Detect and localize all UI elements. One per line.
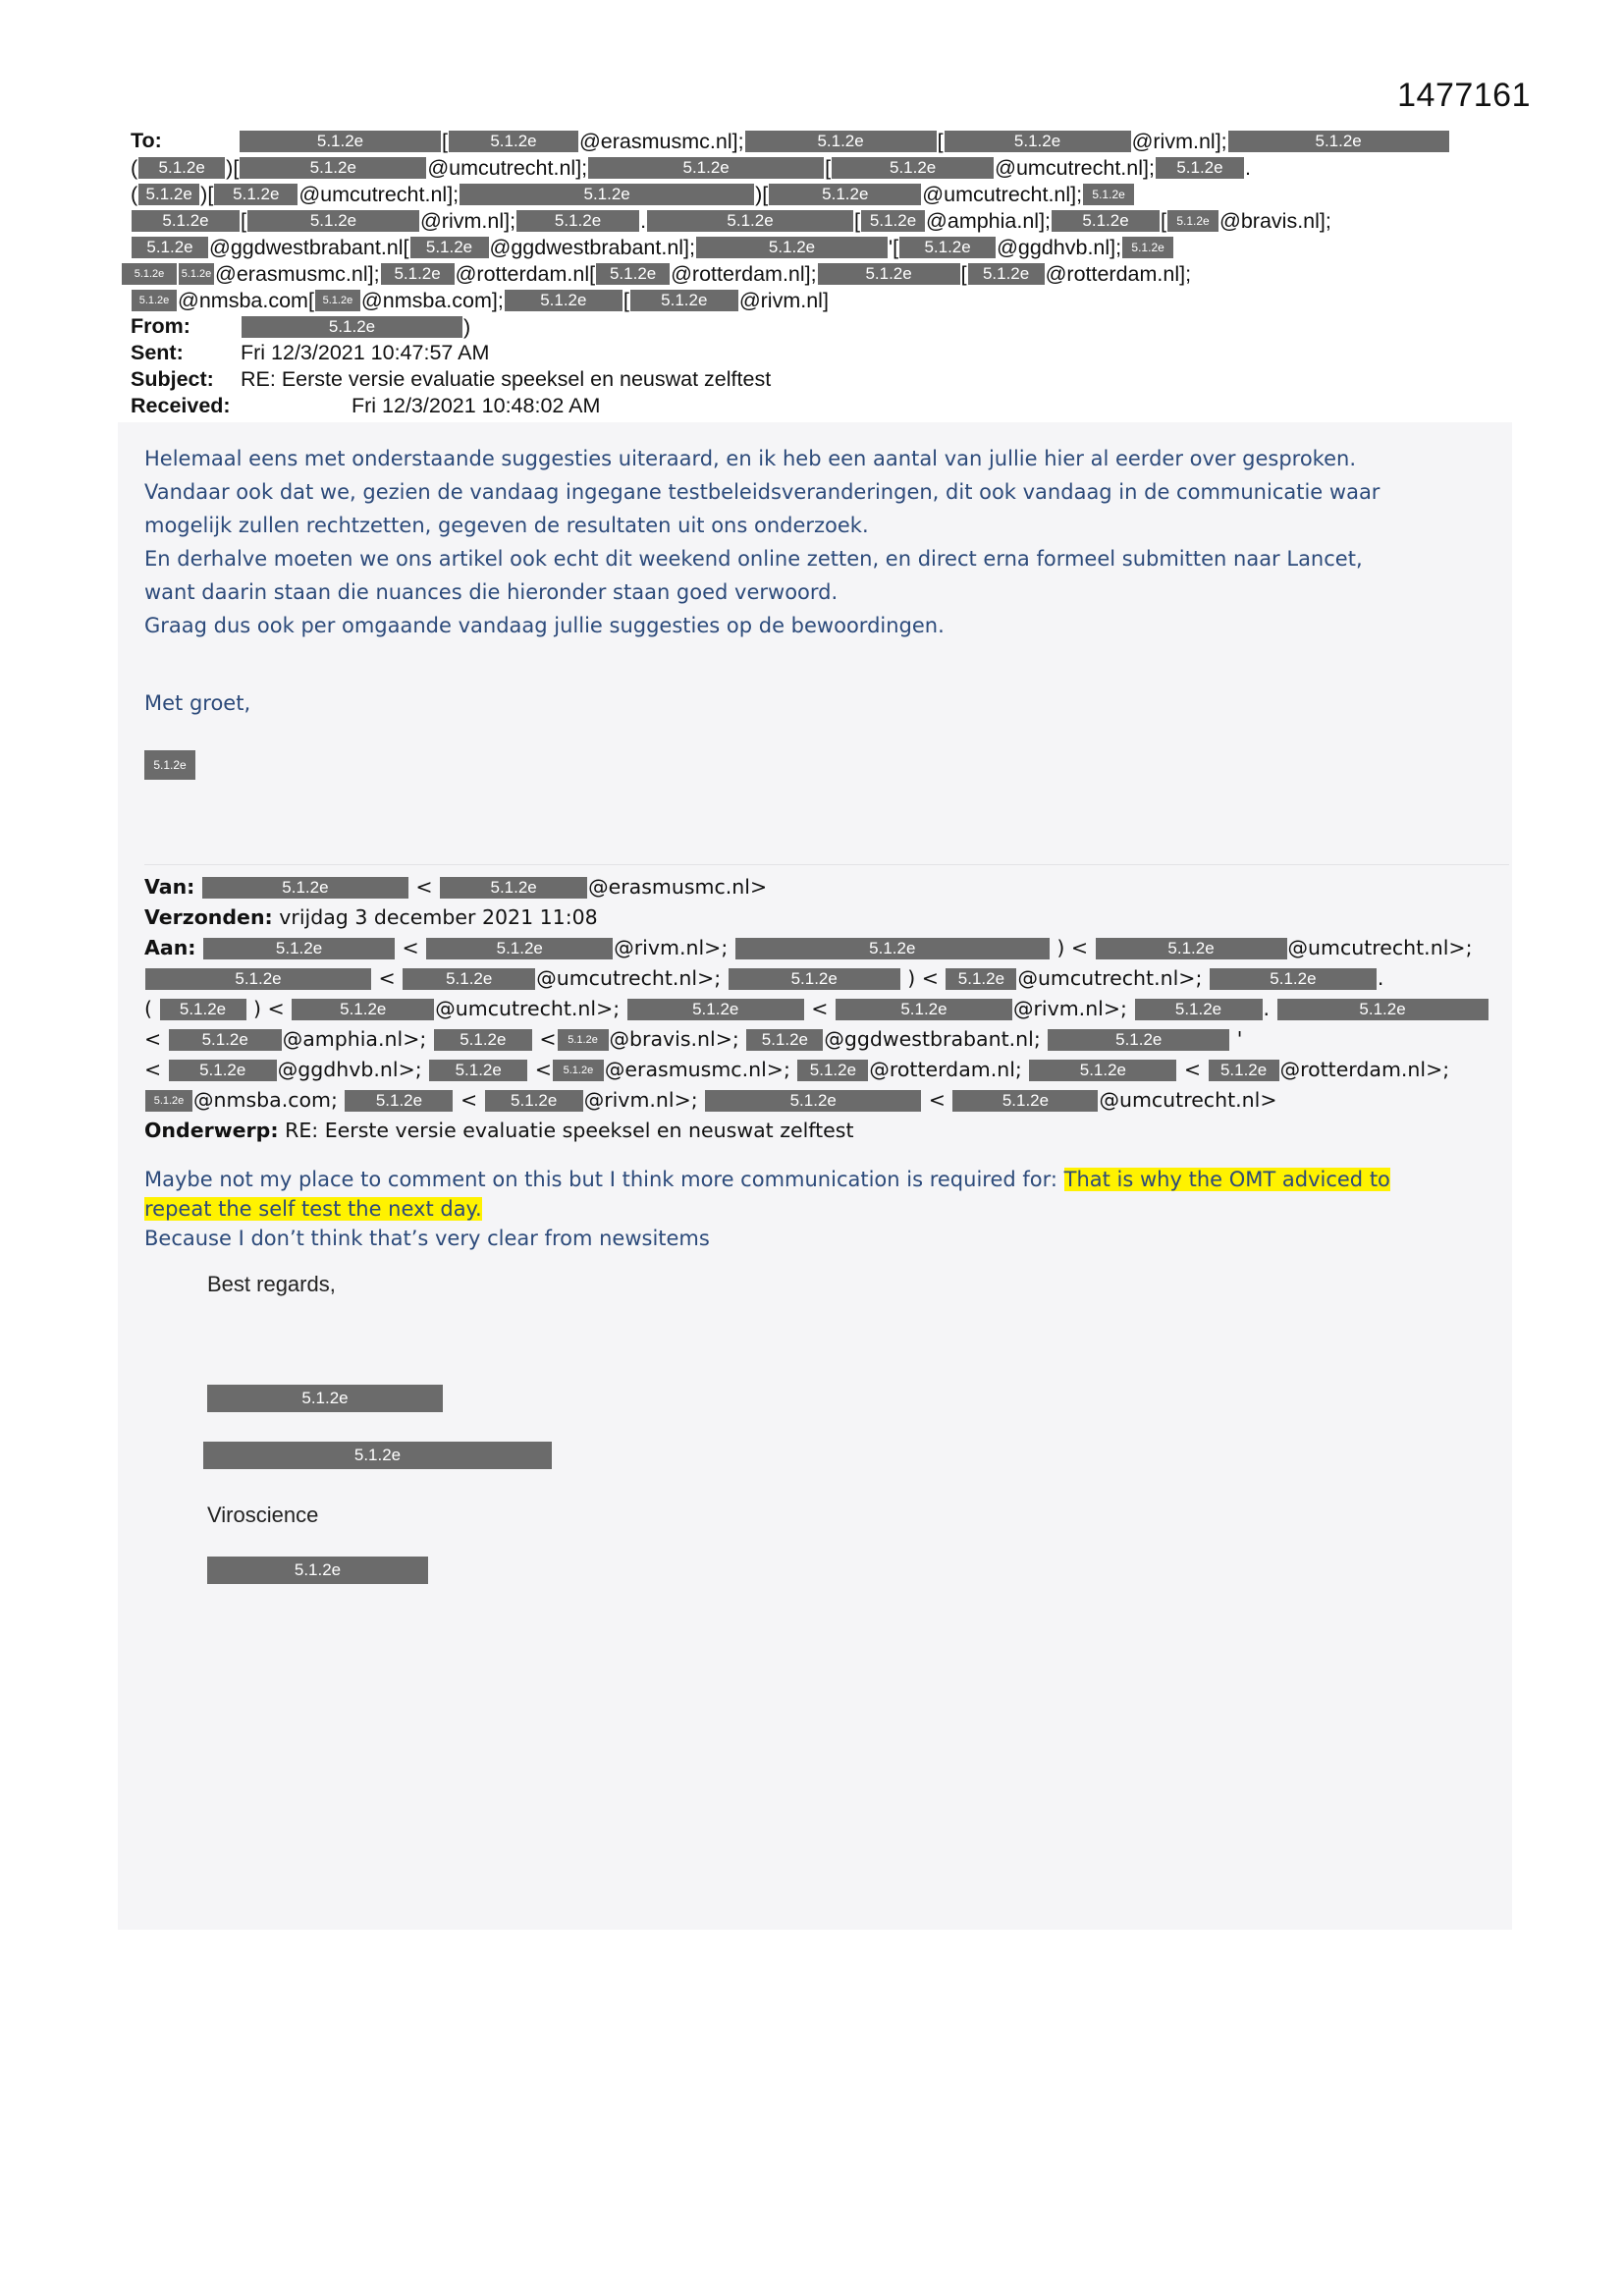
redaction: 5.1.2e (345, 1090, 453, 1112)
reply-line: want daarin staan die nuances die hieronder staan goed verwoord. (144, 580, 839, 604)
sent-value: Fri 12/3/2021 10:47:57 AM (241, 341, 490, 364)
redaction: 5.1.2e (1052, 210, 1160, 232)
redaction: 5.1.2e (836, 999, 1012, 1020)
redaction: 5.1.2e (207, 1557, 428, 1584)
aan-line-5: < 5.1.2e @ggdhvb.nl>; 5.1.2e < 5.1.2e @erasmusmc.nl>; 5.1.2e @rotterdam.nl; 5.1.2e < 5.1.2e @rotterdam.nl>; (144, 1058, 1450, 1081)
email-domain: @umcutrecht.nl]; (298, 182, 460, 206)
redaction: 5.1.2e (558, 1029, 609, 1051)
redaction: 5.1.2e (214, 184, 298, 205)
aan-line-1: Aan: 5.1.2e < 5.1.2e @rivm.nl>; 5.1.2e ) < 5.1.2e @umcutrecht.nl>; (144, 936, 1473, 959)
email-domain: @bravis.nl]; (1219, 208, 1331, 233)
redaction: 5.1.2e (1228, 131, 1449, 152)
reply-line: Graag dus ook per omgaande vandaag jullie suggesties op de bewoordingen. (144, 614, 945, 637)
redaction: 5.1.2e (1209, 1060, 1279, 1081)
subject-value: RE: Eerste versie evaluatie speeksel en neuswat zelftest (241, 367, 772, 391)
redaction: 5.1.2e (202, 877, 408, 899)
email-domain: @amphia.nl]; (926, 208, 1052, 233)
quoted-body (144, 1165, 1509, 1253)
redaction: 5.1.2e (169, 1029, 282, 1051)
received-line (131, 393, 1495, 419)
email-domain: @erasmusmc.nl]; (215, 261, 380, 286)
email-domain: @ggdhvb.nl>; (277, 1058, 422, 1081)
email-domain: @ggdwestbrabant.nl; (824, 1027, 1041, 1051)
to-line-7: 5.1.2e @nmsba.com[ 5.1.2e @nmsba.com]; 5.1.2e [ 5.1.2e @rivm.nl] (131, 287, 1495, 313)
redaction: 5.1.2e (1122, 237, 1173, 258)
van-label: Van: (144, 875, 195, 899)
redaction: 5.1.2e (203, 938, 395, 959)
to-line-2: ( 5.1.2e )[ 5.1.2e @umcutrecht.nl]; 5.1.2e [ 5.1.2e @umcutrecht.nl]; 5.1.2e . (131, 155, 1251, 180)
email-domain: @rotterdam.nl[ (455, 261, 596, 286)
email-domain: @umcutrecht.nl>; (1017, 966, 1203, 990)
reply-line: Vandaar ook dat we, gezien de vandaag ingegane testbeleidsveranderingen, dit ook vandaag in de communicatie waar (144, 480, 1380, 504)
email-domain: @erasmusmc.nl]; (578, 129, 744, 153)
email-domain: @umcutrecht.nl>; (435, 997, 621, 1020)
redaction: 5.1.2e (132, 210, 240, 232)
email-domain: @umcutrecht.nl]; (995, 155, 1155, 180)
subject-line (131, 366, 1495, 393)
department: Viroscience (207, 1503, 319, 1527)
highlighted-text: repeat the self test the next day. (144, 1197, 482, 1221)
reply-line: En derhalve moeten we ons artikel ook echt dit weekend online zetten, en direct erna formeel submitten naar Lancet, (144, 547, 1363, 571)
message-body (144, 442, 1509, 1579)
redaction: 5.1.2e (1029, 1060, 1176, 1081)
van-line: Van: 5.1.2e < 5.1.2e @erasmusmc.nl> (144, 875, 768, 899)
quoted-line-1 (144, 1165, 1509, 1194)
signature-redacted (144, 750, 1509, 780)
email-domain: @rivm.nl>; (583, 1088, 698, 1112)
email-domain: @ggdhvb.nl]; (997, 235, 1122, 259)
redaction: 5.1.2e (735, 938, 1050, 959)
email-domain: @amphia.nl>; (282, 1027, 427, 1051)
aan-line-4: < 5.1.2e @amphia.nl>; 5.1.2e < 5.1.2e @bravis.nl>; 5.1.2e @ggdwestbrabant.nl; 5.1.2e ' (144, 1027, 1243, 1051)
redaction: 5.1.2e (899, 237, 996, 258)
sent-label: Sent: (131, 341, 184, 364)
to-line-3: ( 5.1.2e )[ 5.1.2e @umcutrecht.nl]; 5.1.2e )[ 5.1.2e @umcutrecht.nl]; 5.1.2e (131, 181, 1495, 207)
redaction: 5.1.2e (1096, 938, 1287, 959)
redaction: 5.1.2e (203, 1442, 552, 1469)
redaction: 5.1.2e (145, 1090, 192, 1112)
greeting: Met groet, (144, 691, 251, 715)
redaction: 5.1.2e (440, 877, 587, 899)
aan-line-6: 5.1.2e @nmsba.com; 5.1.2e < 5.1.2e @rivm.nl>; 5.1.2e < 5.1.2e @umcutrecht.nl> (144, 1085, 1519, 1116)
onderwerp-label: Onderwerp: (144, 1119, 279, 1142)
redaction: 5.1.2e (460, 184, 754, 205)
redaction: 5.1.2e (818, 263, 960, 285)
quoted-line-3: Because I don’t think that’s very clear from newsitems (144, 1227, 710, 1250)
redaction: 5.1.2e (381, 263, 455, 285)
redaction: 5.1.2e (485, 1090, 583, 1112)
redaction: 5.1.2e (160, 999, 246, 1020)
email-domain: @umcutrecht.nl>; (1287, 936, 1473, 959)
redaction: 5.1.2e (746, 1029, 823, 1051)
email-domain: @umcutrecht.nl]; (922, 182, 1083, 206)
redaction: 5.1.2e (945, 131, 1131, 152)
to-line-5: 5.1.2e @ggdwestbrabant.nl[ 5.1.2e @ggdwestbrabant.nl]; 5.1.2e '[ 5.1.2e @ggdhvb.nl]; 5.1.2e (131, 234, 1495, 260)
redaction: 5.1.2e (952, 1090, 1098, 1112)
aan-line-3: ( 5.1.2e ) < 5.1.2e @umcutrecht.nl>; 5.1.2e < 5.1.2e @rivm.nl>; 5.1.2e . 5.1.2e (144, 994, 1519, 1024)
reply-line: Helemaal eens met onderstaande suggesties uiteraard, en ik heb een aantal van jullie hier al eerder over gesproken. (144, 447, 1356, 470)
redaction: 5.1.2e (797, 1060, 868, 1081)
redaction: 5.1.2e (1048, 1029, 1229, 1051)
message-panel (118, 422, 1512, 1930)
to-label: To: (131, 129, 162, 152)
received-value: Fri 12/3/2021 10:48:02 AM (352, 394, 601, 417)
email-domain: @rotterdam.nl; (869, 1058, 1022, 1081)
email-domain: @ggdwestbrabant.nl[ (209, 235, 409, 259)
redaction: 5.1.2e (1135, 999, 1263, 1020)
reply-text (144, 442, 1509, 642)
onderwerp-value: RE: Eerste versie evaluatie speeksel en neuswat zelftest (285, 1119, 854, 1142)
received-label: Received: (131, 394, 231, 417)
email-domain: @umcutrecht.nl>; (536, 966, 722, 990)
redaction: 5.1.2e (426, 938, 613, 959)
email-domain: @rotterdam.nl>; (1279, 1058, 1450, 1081)
redaction: 5.1.2e (1210, 968, 1377, 990)
redaction: 5.1.2e (242, 316, 462, 338)
highlighted-text: That is why the OMT adviced to (1063, 1168, 1390, 1191)
redaction: 5.1.2e (132, 237, 208, 258)
redaction: 5.1.2e (240, 131, 441, 152)
redaction: 5.1.2e (144, 750, 195, 780)
redaction: 5.1.2e (207, 1385, 443, 1412)
redaction: 5.1.2e (1156, 157, 1244, 179)
email-domain: @rotterdam.nl]; (1045, 261, 1192, 286)
sent-line (131, 340, 1495, 366)
redaction: 5.1.2e (596, 263, 670, 285)
onderwerp-line (144, 1116, 1519, 1146)
from-label: From: (131, 314, 190, 338)
redaction: 5.1.2e (138, 184, 199, 205)
redaction: 5.1.2e (630, 290, 738, 311)
redaction: 5.1.2e (705, 1090, 921, 1112)
redaction: 5.1.2e (403, 968, 535, 990)
redaction: 5.1.2e (315, 290, 360, 311)
redaction: 5.1.2e (138, 157, 225, 179)
email-header (131, 128, 1495, 419)
redaction: 5.1.2e (1277, 999, 1489, 1020)
email-domain: @rivm.nl] (738, 288, 829, 312)
email-domain: @erasmusmc.nl> (588, 875, 768, 899)
email-domain: @rivm.nl>; (614, 936, 729, 959)
redaction: 5.1.2e (946, 968, 1016, 990)
to-line-4: 5.1.2e [ 5.1.2e @rivm.nl]; 5.1.2e . 5.1.2e [ 5.1.2e @amphia.nl]; 5.1.2e [ 5.1.2e @bravis.nl]; (131, 207, 1495, 234)
email-domain: @rivm.nl]; (419, 208, 516, 233)
redaction: 5.1.2e (179, 263, 214, 285)
redaction: 5.1.2e (429, 1060, 527, 1081)
email-domain: @bravis.nl>; (609, 1027, 739, 1051)
aan-line-2: 5.1.2e < 5.1.2e @umcutrecht.nl>; 5.1.2e ) < 5.1.2e @umcutrecht.nl>; 5.1.2e . (144, 963, 1519, 994)
quoted-header (144, 872, 1519, 1146)
email-domain: @nmsba.com[ (178, 288, 314, 312)
from-line: From: 5.1.2e ) (131, 314, 471, 339)
email-domain: @rivm.nl>; (1012, 997, 1127, 1020)
redaction: 5.1.2e (449, 131, 578, 152)
redaction: 5.1.2e (696, 237, 888, 258)
redaction: 5.1.2e (647, 210, 853, 232)
to-line-6: 5.1.2e 5.1.2e @erasmusmc.nl]; 5.1.2e @rotterdam.nl[ 5.1.2e @rotterdam.nl]; 5.1.2e [ 5.1.2e @rotterdam.nl]; (121, 260, 1495, 287)
redaction: 5.1.2e (132, 290, 177, 311)
redaction: 5.1.2e (832, 157, 994, 179)
redaction: 5.1.2e (292, 999, 434, 1020)
email-domain: @rotterdam.nl]; (671, 261, 817, 286)
subject-label: Subject: (131, 367, 214, 391)
verzonden-line (144, 902, 1519, 933)
email-domain: @umcutrecht.nl]; (427, 155, 588, 180)
email-domain: @umcutrecht.nl> (1099, 1088, 1277, 1112)
redaction: 5.1.2e (516, 210, 639, 232)
verzonden-value: vrijdag 3 december 2021 11:08 (279, 905, 598, 929)
redaction: 5.1.2e (169, 1060, 277, 1081)
quoted-line-2 (144, 1194, 1509, 1224)
email-domain: @rivm.nl]; (1131, 129, 1227, 153)
reply-line: mogelijk zullen rechtzetten, gegeven de resultaten uit ons onderzoek. (144, 514, 869, 537)
redaction: 5.1.2e (627, 999, 804, 1020)
verzonden-label: Verzonden: (144, 905, 273, 929)
email-domain: @erasmusmc.nl>; (604, 1058, 790, 1081)
best-regards: Best regards, (207, 1272, 336, 1296)
email-domain: @nmsba.com; (193, 1088, 338, 1112)
separator (144, 864, 1509, 865)
redaction: 5.1.2e (434, 1029, 532, 1051)
redaction: 5.1.2e (729, 968, 900, 990)
redaction: 5.1.2e (769, 184, 921, 205)
redaction: 5.1.2e (122, 263, 177, 285)
to-line-1: To: 5.1.2e [ 5.1.2e @erasmusmc.nl]; 5.1.2e [ 5.1.2e @rivm.nl]; 5.1.2e (131, 128, 1495, 154)
redaction: 5.1.2e (145, 968, 371, 990)
redaction: 5.1.2e (861, 210, 925, 232)
redaction: 5.1.2e (553, 1060, 604, 1081)
redaction: 5.1.2e (410, 237, 489, 258)
redaction: 5.1.2e (745, 131, 937, 152)
redaction: 5.1.2e (240, 157, 426, 179)
redaction: 5.1.2e (1167, 210, 1218, 232)
document-number: 1477161 (1397, 77, 1531, 114)
redaction: 5.1.2e (968, 263, 1045, 285)
aan-label: Aan: (144, 936, 196, 959)
email-domain: @ggdwestbrabant.nl]; (489, 235, 695, 259)
redaction: 5.1.2e (505, 290, 623, 311)
redaction: 5.1.2e (1083, 184, 1134, 205)
email-domain: @nmsba.com]; (360, 288, 504, 312)
redaction: 5.1.2e (247, 210, 419, 232)
quoted-text: Maybe not my place to comment on this but I think more communication is required for: (144, 1168, 1064, 1191)
redaction: 5.1.2e (588, 157, 824, 179)
